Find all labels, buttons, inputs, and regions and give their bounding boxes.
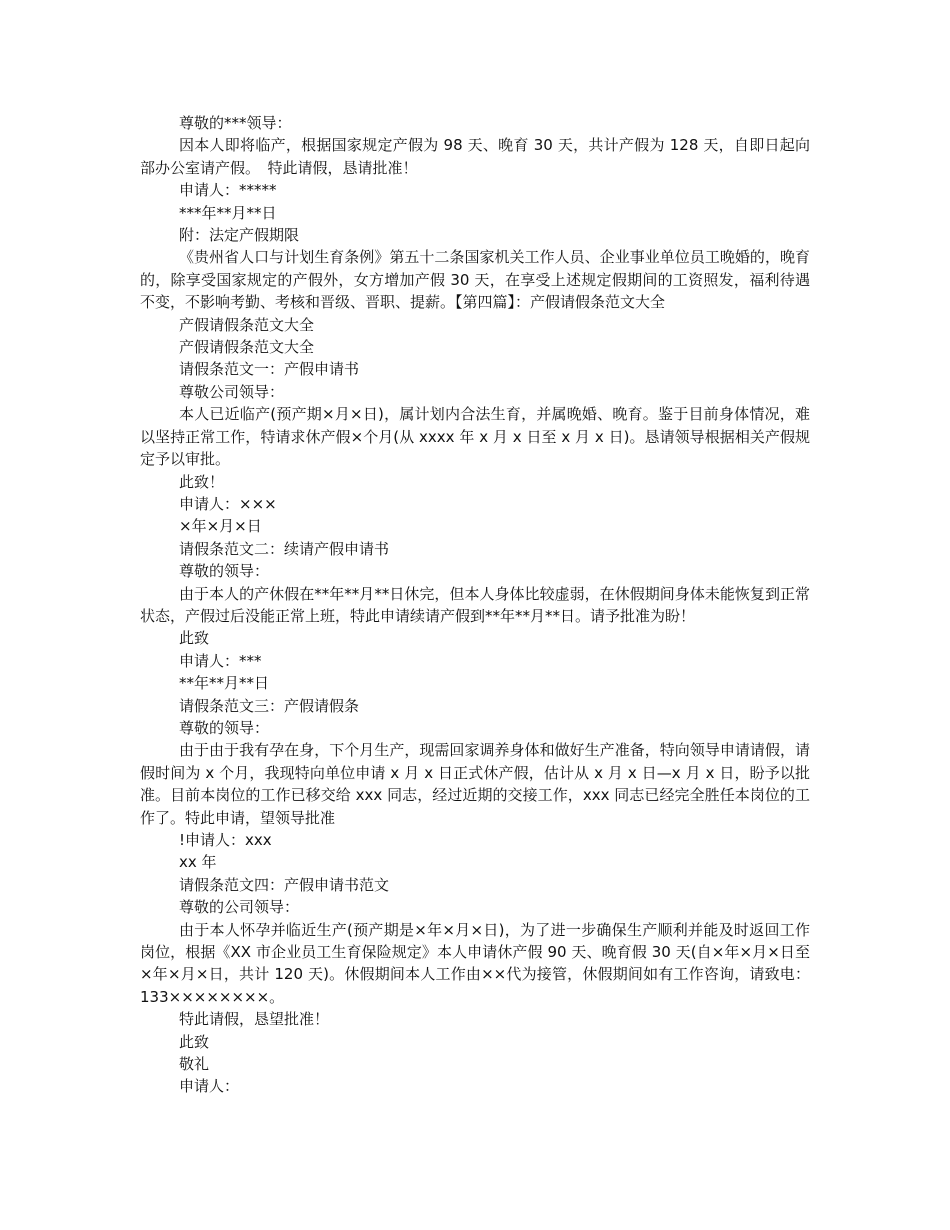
body-paragraph: 由于本人的产休假在**年**月**日休完，但本人身体比较虚弱，在休假期间身体未能恢复到正常状态，产假过后没能正常上班，特此申请续请产假到**年**月**日。请予批准为盼！ <box>140 584 810 625</box>
body-paragraph: 《贵州省人口与计划生育条例》第五十二条国家机关工作人员、企业事业单位员工晚婚的，晚育的，除享受国家规定的产假外，女方增加产假 30 天，在享受上述规定假期间的工资照发，福利待遇不变，不影响考勤、考核和晋级、晋职、提薪。【第四篇】：产假请假条范文大全 <box>140 248 810 312</box>
section-title: 产假请假条范文大全 <box>179 315 315 334</box>
applicant-line: 申请人：***** <box>179 181 277 200</box>
greeting-line: 尊敬公司领导： <box>179 382 285 401</box>
sample-title: 请假条范文一：产假申请书 <box>179 360 360 379</box>
applicant-line: 申请人： <box>179 1077 240 1096</box>
applicant-line: 申请人：*** <box>179 651 262 670</box>
date-line: **年**月**日 <box>179 674 270 693</box>
greeting-line: 尊敬的公司领导： <box>179 898 300 917</box>
applicant-line: 申请人：××× <box>179 494 277 513</box>
closing-line: 此致 <box>179 1032 210 1051</box>
document-body <box>140 112 810 1098</box>
body-paragraph: 由于本人怀孕并临近生产(预产期是×年×月×日)，为了进一步确保生产顺利并能及时返回工作岗位，根据《XX 市企业员工生育保险规定》本人申请休产假 90 天、晚育假 30 天(自×年×月×日至×年×月×日，共计 120 天)。休假期间本人工作由××代为接管，休假期间如有工作咨询，请致电：133××××××××。 <box>140 920 810 1006</box>
body-paragraph: 本人已近临产(预产期×月×日)，属计划内合法生育，并属晚婚、晚育。鉴于目前身体情况，难以坚持正常工作，特请求休产假×个月(从 xxxx 年 x 月 x 日至 x 月 x 日)。恳请领导根据相关产假规定予以审批。 <box>140 405 810 469</box>
greeting-line: 尊敬的领导： <box>179 718 270 737</box>
applicant-line: !申请人：xxx <box>179 831 272 849</box>
closing-line: 此致 <box>179 629 210 648</box>
greeting-line: 尊敬的领导： <box>179 562 270 581</box>
sample-title: 请假条范文四：产假申请书范文 <box>179 875 390 894</box>
body-paragraph: 由于由于我有孕在身，下个月生产，现需回家调养身体和做好生产准备，特向领导申请请假，请假时间为 x 个月，我现特向单位申请 x 月 x 日正式休产假，估计从 x 月 x 日—x 月 x 日，盼予以批准。目前本岗位的工作已移交给 xxx 同志，经过近期的交接工作，xxx 同志已经完全胜任本岗位的工作了。特此申请，望领导批准 <box>140 741 810 827</box>
date-line: ×年×月×日 <box>179 517 262 536</box>
body-paragraph: 因本人即将临产，根据国家规定产假为 98 天、晚育 30 天，共计产假为 128 天，自即日起向部办公室请产假。 特此请假，恳请批准！ <box>140 136 810 177</box>
section-title: 产假请假条范文大全 <box>179 338 315 357</box>
appendix-heading: 附：法定产假期限 <box>179 226 300 245</box>
closing-line: 特此请假，恳望批准！ <box>179 1010 330 1029</box>
greeting-line: 尊敬的***领导： <box>179 114 292 132</box>
closing-line: 此致！ <box>179 472 225 491</box>
sample-title: 请假条范文二：续请产假申请书 <box>179 539 390 558</box>
date-line: xx 年 <box>179 853 217 872</box>
sample-title: 请假条范文三：产假请假条 <box>179 696 360 715</box>
date-line: ***年**月**日 <box>179 203 277 222</box>
closing-line: 敬礼 <box>179 1055 210 1074</box>
